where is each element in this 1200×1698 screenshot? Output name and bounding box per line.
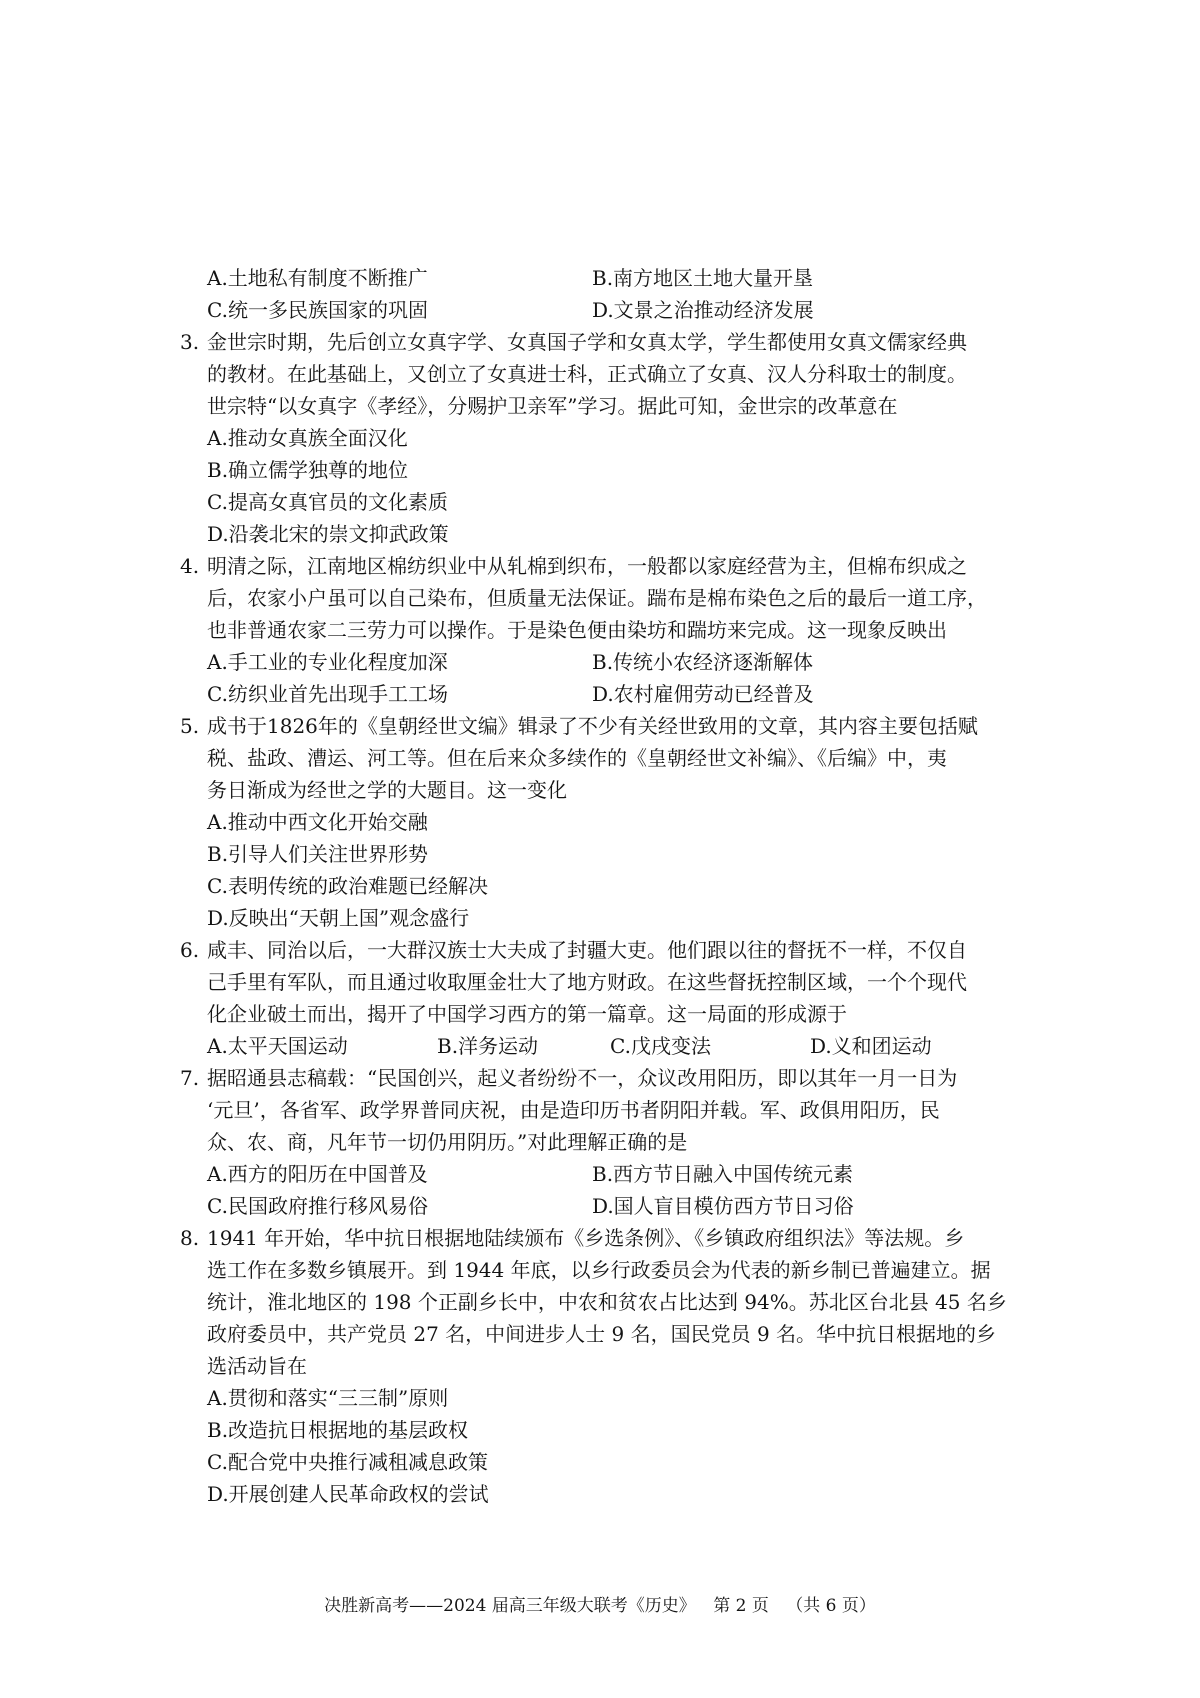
q4-option-d: D.农村雇佣劳动已经普及 [592, 682, 814, 706]
q5-number: 5. [180, 714, 200, 738]
q3-option-d: D.沿袭北宋的崇文抑武政策 [207, 522, 449, 546]
q6-stem-text: 咸丰、同治以后，一大群汉族士大夫成了封疆大吏。他们跟以往的督抚不一样，不仅自 [207, 938, 967, 962]
q2-options-row-2 [180, 294, 1040, 326]
q8-stem-text: 1941 年开始，华中抗日根据地陆续颁布《乡选条例》、《乡镇政府组织法》等法规。乡 [207, 1226, 965, 1250]
footer-total-pages: （共 6 页） [786, 1596, 876, 1616]
q4-option-b: B.传统小农经济逐渐解体 [592, 650, 814, 674]
q8-stem-line-5: 选活动旨在 [207, 1354, 307, 1378]
q2-option-d: D.文景之治推动经济发展 [592, 298, 814, 322]
q4-option-c: C.纺织业首先出现手工工场 [207, 682, 448, 706]
q6-stem-line-1 [180, 934, 1040, 966]
q8-option-b: B.改造抗日根据地的基层政权 [207, 1418, 469, 1442]
q7-option-c: C.民国政府推行移风易俗 [207, 1194, 428, 1218]
q5-option-d: D.反映出“天朝上国”观念盛行 [207, 906, 470, 930]
q5-option-b: B.引导人们关注世界形势 [207, 842, 429, 866]
q4-stem-line-2: 后，农家小户虽可以自己染布，但质量无法保证。踹布是棉布染色之后的最后一道工序， [207, 586, 987, 610]
q4-options-row-2 [180, 678, 1040, 710]
q5-stem-line-2: 税、盐政、漕运、河工等。但在后来众多续作的《皇朝经世文补编》、《后编》中，夷 [207, 746, 947, 770]
q8-stem-line-1 [180, 1222, 1040, 1254]
q3-stem-text: 金世宗时期，先后创立女真字学、女真国子学和女真太学，学生都使用女真文儒家经典 [207, 330, 967, 354]
q6-option-a: A.太平天国运动 [207, 1034, 348, 1058]
q4-stem-line-1 [180, 550, 1040, 582]
q3-stem-line-1 [180, 326, 1040, 358]
q7-stem-line-2: ‘元旦’，各省军、政学界普同庆祝，由是造印历书者阴阳并载。军、政俱用阳历，民 [207, 1098, 940, 1122]
exam-content [180, 262, 1040, 1510]
q2-option-c: C.统一多民族国家的巩固 [207, 298, 428, 322]
q3-stem-line-3: 世宗特“以女真字《孝经》，分赐护卫亲军”学习。据此可知，金世宗的改革意在 [207, 394, 898, 418]
q6-options-row [180, 1030, 1040, 1062]
footer-page-number: 第 2 页 [713, 1596, 769, 1616]
q6-option-c: C.戊戌变法 [610, 1034, 711, 1058]
q3-option-c: C.提高女真官员的文化素质 [207, 490, 448, 514]
q4-number: 4. [180, 554, 200, 578]
q8-number: 8. [180, 1226, 200, 1250]
q6-number: 6. [180, 938, 200, 962]
q8-stem-line-3: 统计，淮北地区的 198 个正副乡长中，中农和贫农占比达到 94%。苏北区台北县 45 名乡 [207, 1290, 1007, 1314]
q8-option-a: A.贯彻和落实“三三制”原则 [207, 1386, 449, 1410]
q7-stem-text: 据昭通县志稿载：“民国创兴，起义者纷纷不一，众议改用阳历，即以其年一月一日为 [207, 1066, 958, 1090]
page-footer [0, 1591, 1200, 1616]
q7-options-row-1 [180, 1158, 1040, 1190]
q2-option-b: B.南方地区土地大量开垦 [592, 266, 814, 290]
q7-stem-line-1 [180, 1062, 1040, 1094]
q4-options-row-1 [180, 646, 1040, 678]
q4-option-a: A.手工业的专业化程度加深 [207, 650, 448, 674]
q6-stem-line-2: 己手里有军队，而且通过收取厘金壮大了地方财政。在这些督抚控制区域，一个个现代 [207, 970, 967, 994]
q5-stem-line-3: 务日渐成为经世之学的大题目。这一变化 [207, 778, 567, 802]
q7-number: 7. [180, 1066, 200, 1090]
q8-option-c: C.配合党中央推行减租减息政策 [207, 1450, 488, 1474]
q6-stem-line-3: 化企业破土而出，揭开了中国学习西方的第一篇章。这一局面的形成源于 [207, 1002, 847, 1026]
q3-stem-line-2: 的教材。在此基础上，又创立了女真进士科，正式确立了女真、汉人分科取士的制度。 [207, 362, 967, 386]
q6-option-d: D.义和团运动 [810, 1034, 932, 1058]
q5-option-a: A.推动中西文化开始交融 [207, 810, 428, 834]
q7-option-a: A.西方的阳历在中国普及 [207, 1162, 428, 1186]
q8-stem-line-4: 政府委员中，共产党员 27 名，中间进步人士 9 名，国民党员 9 名。华中抗日根据地的乡 [207, 1322, 997, 1346]
q2-option-a: A.土地私有制度不断推广 [207, 266, 428, 290]
q7-options-row-2 [180, 1190, 1040, 1222]
q2-options-row-1 [180, 262, 1040, 294]
q5-stem-text: 成书于1826年的《皇朝经世文编》辑录了不少有关经世致用的文章，其内容主要包括赋 [207, 714, 978, 738]
q4-stem-line-3: 也非普通农家二三劳力可以操作。于是染色便由染坊和踹坊来完成。这一现象反映出 [207, 618, 947, 642]
q7-option-b: B.西方节日融入中国传统元素 [592, 1162, 854, 1186]
q4-stem-text: 明清之际，江南地区棉纺织业中从轧棉到织布，一般都以家庭经营为主，但棉布织成之 [207, 554, 967, 578]
q6-option-b: B.洋务运动 [437, 1034, 539, 1058]
q3-option-b: B.确立儒学独尊的地位 [207, 458, 409, 482]
q5-stem-line-1 [180, 710, 1040, 742]
q8-option-d: D.开展创建人民革命政权的尝试 [207, 1482, 489, 1506]
q8-stem-line-2: 选工作在多数乡镇展开。到 1944 年底，以乡行政委员会为代表的新乡制已普遍建立。据 [207, 1258, 991, 1282]
q7-option-d: D.国人盲目模仿西方节日习俗 [592, 1194, 854, 1218]
q7-stem-line-3: 众、农、商，凡年节一切仍用阴历。”对此理解正确的是 [207, 1130, 688, 1154]
q3-number: 3. [180, 330, 200, 354]
q5-option-c: C.表明传统的政治难题已经解决 [207, 874, 488, 898]
footer-exam-title: 决胜新高考——2024 届高三年级大联考《历史》 [324, 1596, 696, 1616]
q3-option-a: A.推动女真族全面汉化 [207, 426, 408, 450]
